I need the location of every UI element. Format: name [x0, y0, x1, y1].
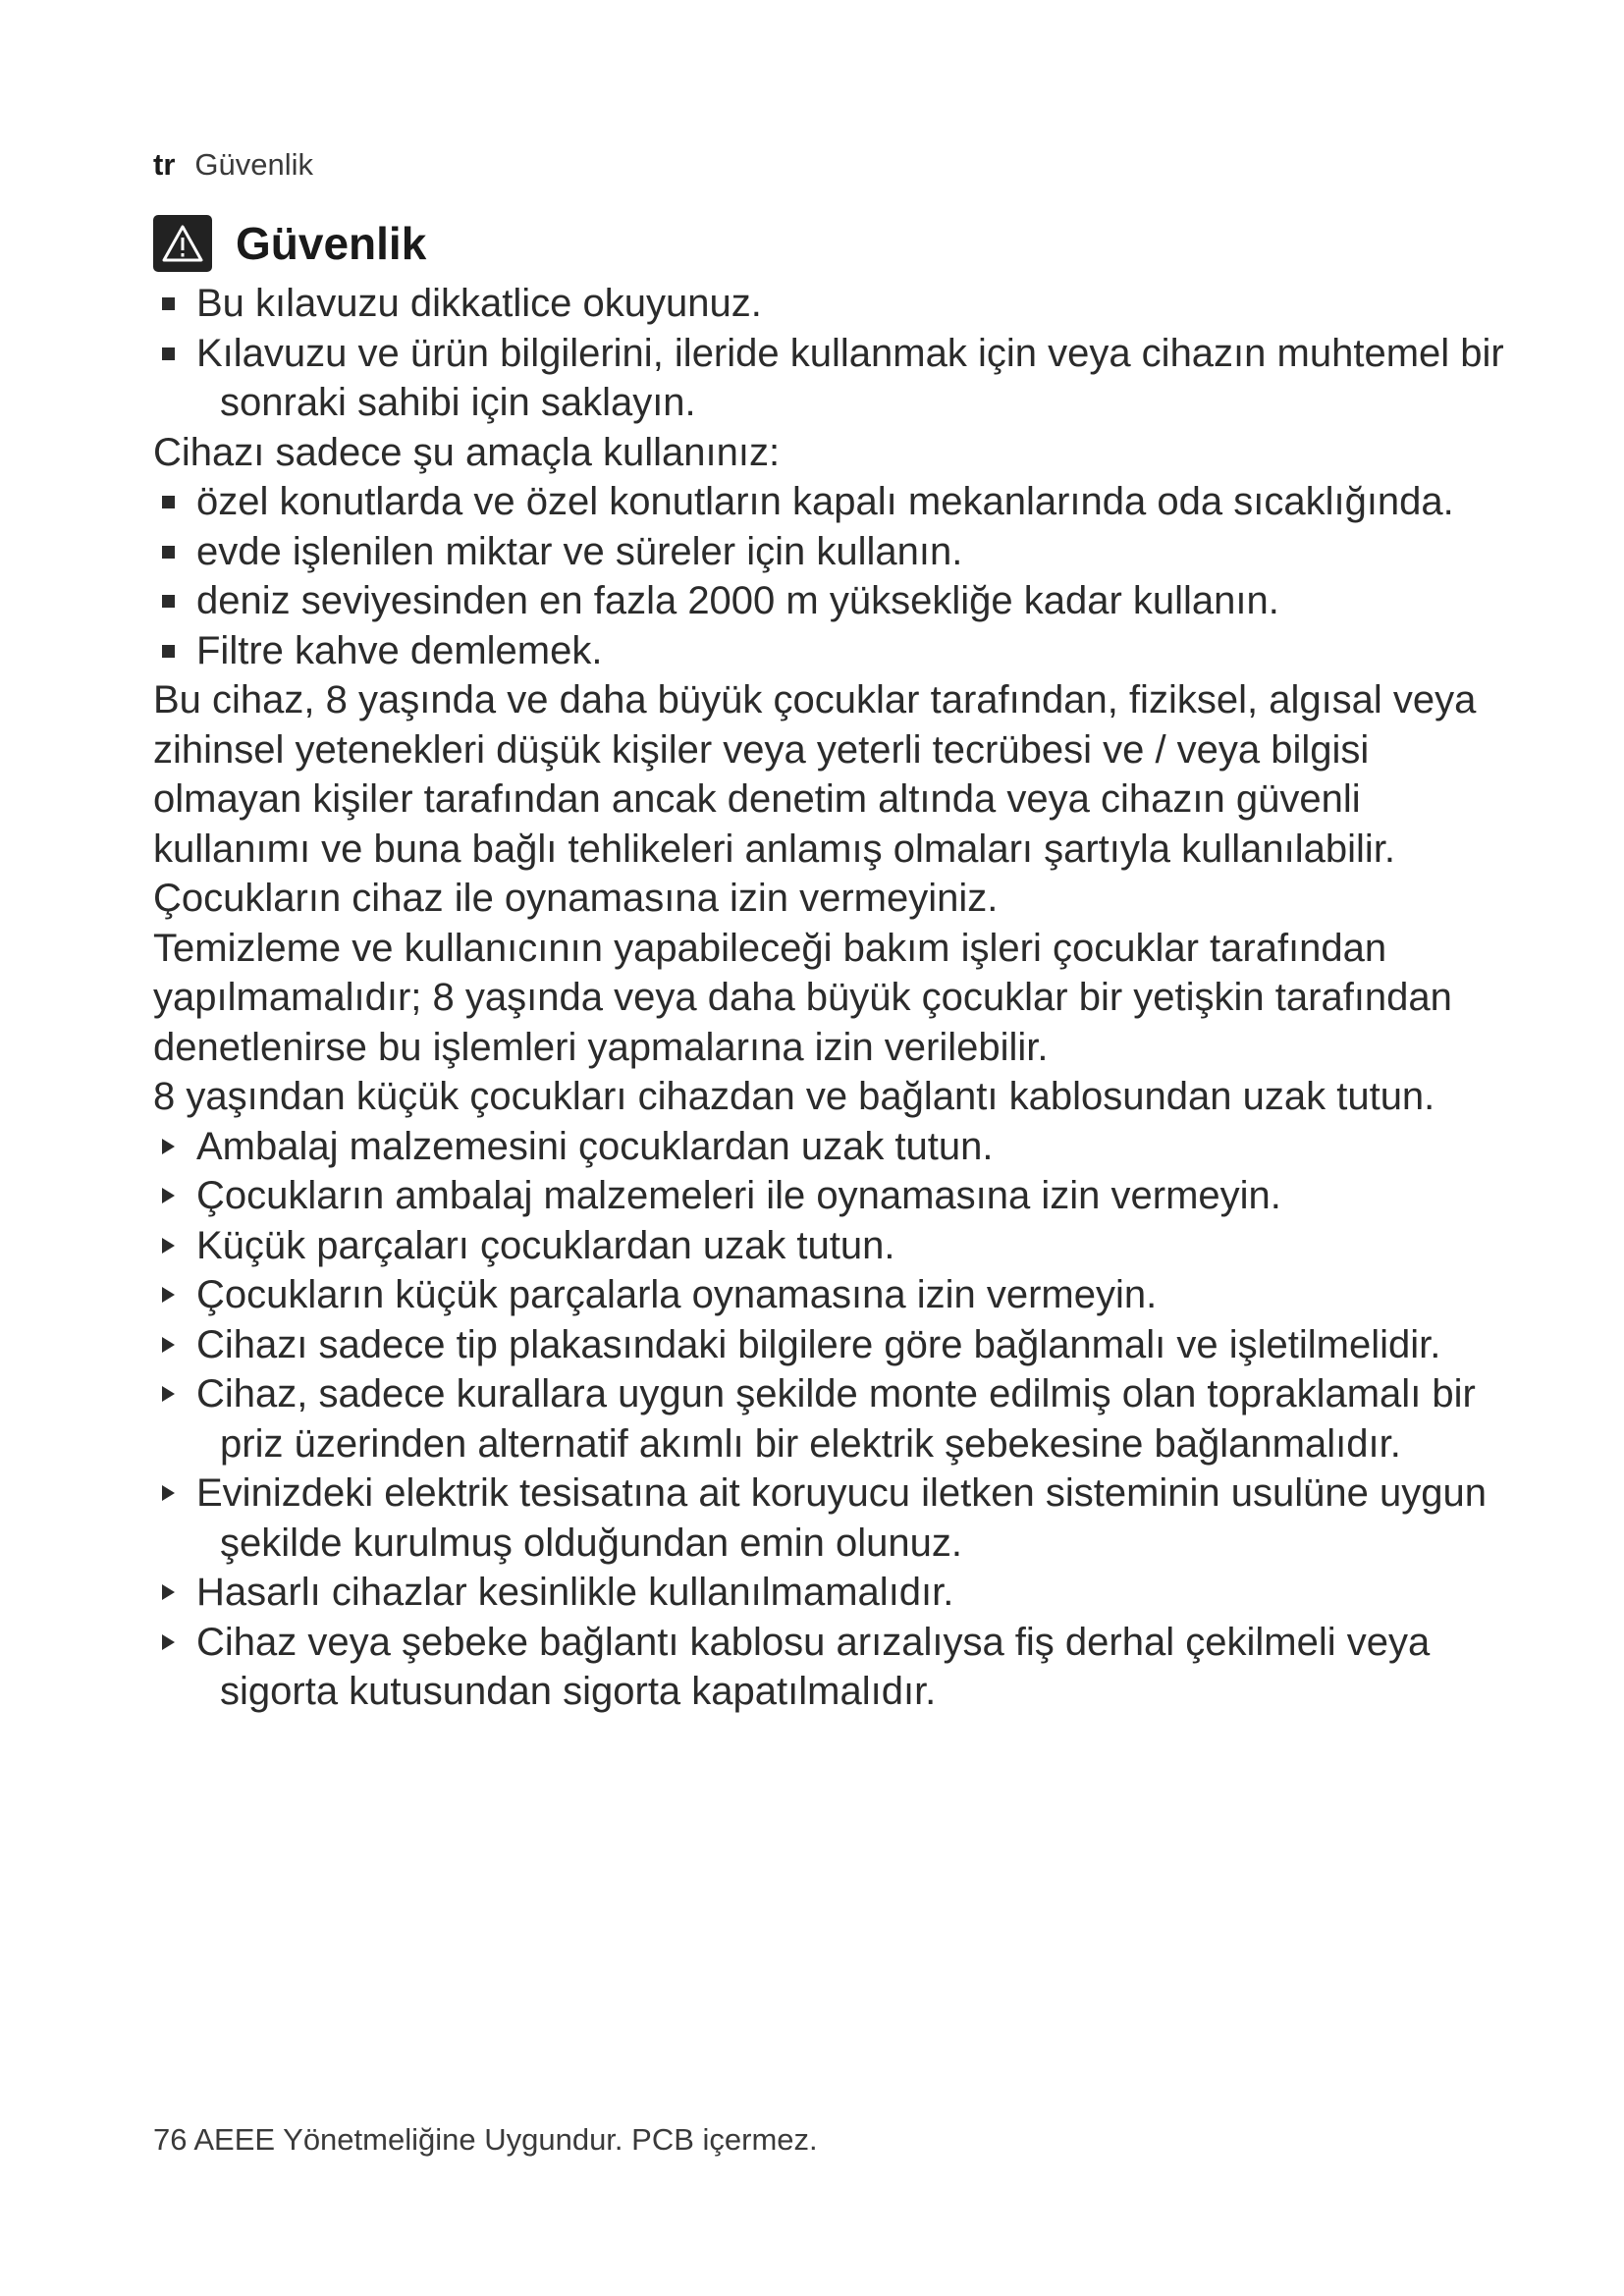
- body-paragraph: Çocukların cihaz ile oynamasına izin vermeyiniz.: [153, 877, 999, 920]
- triangle-bullet-icon: [162, 1238, 175, 1254]
- square-bullet-icon: [162, 297, 175, 310]
- item-text: Cihaz veya şebeke bağlantı kablosu arızalıysa fiş derhal çekilmeli veya sigorta kutusundan sigorta kapatılmalıdır.: [196, 1620, 1431, 1713]
- item-text: evde işlenilen miktar ve süreler için kullanın.: [196, 529, 963, 573]
- instruction-item: [153, 1270, 1528, 1320]
- bullet-item: [153, 329, 1528, 428]
- section-title-row: [153, 214, 426, 273]
- item-text: Filtre kahve demlemek.: [196, 628, 603, 672]
- bullet-item: [153, 576, 1528, 626]
- page-title: Güvenlik: [236, 218, 427, 269]
- item-text: deniz seviyesinden en fazla 2000 m yüksekliğe kadar kullanın.: [196, 579, 1279, 622]
- language-code: tr: [153, 147, 176, 182]
- header-section-name: Güvenlik: [194, 147, 313, 182]
- item-text: Hasarlı cihazlar kesinlikle kullanılmamalıdır.: [196, 1571, 954, 1614]
- bullet-item: [153, 477, 1528, 527]
- instruction-item: [153, 1369, 1528, 1468]
- triangle-bullet-icon: [162, 1634, 175, 1650]
- instruction-item: [153, 1171, 1528, 1221]
- triangle-bullet-icon: [162, 1584, 175, 1600]
- square-bullet-icon: [162, 546, 175, 559]
- square-bullet-icon: [162, 595, 175, 608]
- bullet-item: [153, 279, 1528, 329]
- triangle-bullet-icon: [162, 1287, 175, 1303]
- triangle-bullet-icon: [162, 1386, 175, 1402]
- item-text: Kılavuzu ve ürün bilgilerini, ileride kullanmak için veya cihazın muhtemel bir sonraki sahibi için saklayın.: [196, 331, 1504, 424]
- square-bullet-icon: [162, 347, 175, 360]
- triangle-bullet-icon: [162, 1139, 175, 1154]
- instruction-item: [153, 1618, 1528, 1717]
- triangle-bullet-icon: [162, 1337, 175, 1353]
- triangle-bullet-icon: [162, 1188, 175, 1203]
- item-text: özel konutlarda ve özel konutların kapalı mekanlarında oda sıcaklığında.: [196, 480, 1454, 523]
- body-paragraph: Bu cihaz, 8 yaşında ve daha büyük çocuklar tarafından, fiziksel, algısal veya zihinsel yetenekleri düşük kişiler veya yeterli tecrübesi ve / veya bilgisi olmayan kişiler tarafından ancak denetim altında veya cihazın güvenli kullanımı ve buna bağlı tehlikeleri anlamış olmaları şartıyla kullanılabilir.: [153, 678, 1477, 871]
- item-text: Bu kılavuzu dikkatlice okuyunuz.: [196, 282, 762, 325]
- instruction-item: [153, 1320, 1528, 1370]
- square-bullet-icon: [162, 496, 175, 508]
- body-paragraph: Cihazı sadece şu amaçla kullanınız:: [153, 430, 781, 474]
- instruction-item: [153, 1568, 1528, 1618]
- warning-triangle-icon: [153, 215, 212, 272]
- item-text: Çocukların küçük parçalarla oynamasına izin vermeyin.: [196, 1273, 1158, 1316]
- page-footer: 76 AEEE Yönetmeliğine Uygundur. PCB içermez.: [153, 2122, 818, 2157]
- item-text: Cihazı sadece tip plakasındaki bilgilere göre bağlanmalı ve işletilmelidir.: [196, 1322, 1441, 1366]
- item-text: Ambalaj malzemesini çocuklardan uzak tutun.: [196, 1124, 994, 1168]
- body-paragraph: 8 yaşından küçük çocukları cihazdan ve bağlantı kablosundan uzak tutun.: [153, 1075, 1435, 1118]
- square-bullet-icon: [162, 645, 175, 658]
- instruction-item: [153, 1468, 1528, 1568]
- item-text: Evinizdeki elektrik tesisatına ait koruyucu iletken sisteminin usulüne uygun şekilde kurulmuş olduğundan emin olunuz.: [196, 1471, 1488, 1565]
- item-text: Çocukların ambalaj malzemeleri ile oynamasına izin vermeyin.: [196, 1174, 1281, 1217]
- instruction-item: [153, 1122, 1528, 1172]
- instruction-item: [153, 1221, 1528, 1271]
- triangle-bullet-icon: [162, 1485, 175, 1501]
- bullet-item: [153, 527, 1528, 577]
- item-text: Küçük parçaları çocuklardan uzak tutun.: [196, 1223, 895, 1267]
- body-paragraph: Temizleme ve kullanıcının yapabileceği bakım işleri çocuklar tarafından yapılmamalıdır; 8 yaşında veya daha büyük çocuklar bir yetişkin tarafından denetlenirse bu işlemleri yapmalarına izin verilebilir.: [153, 926, 1452, 1069]
- running-header: [153, 149, 313, 180]
- safety-text-body: [153, 279, 1528, 1717]
- bullet-item: [153, 626, 1528, 676]
- item-text: Cihaz, sadece kurallara uygun şekilde monte edilmiş olan topraklamalı bir priz üzerinden alternatif akımlı bir elektrik şebekesine bağlanmalıdır.: [196, 1372, 1476, 1466]
